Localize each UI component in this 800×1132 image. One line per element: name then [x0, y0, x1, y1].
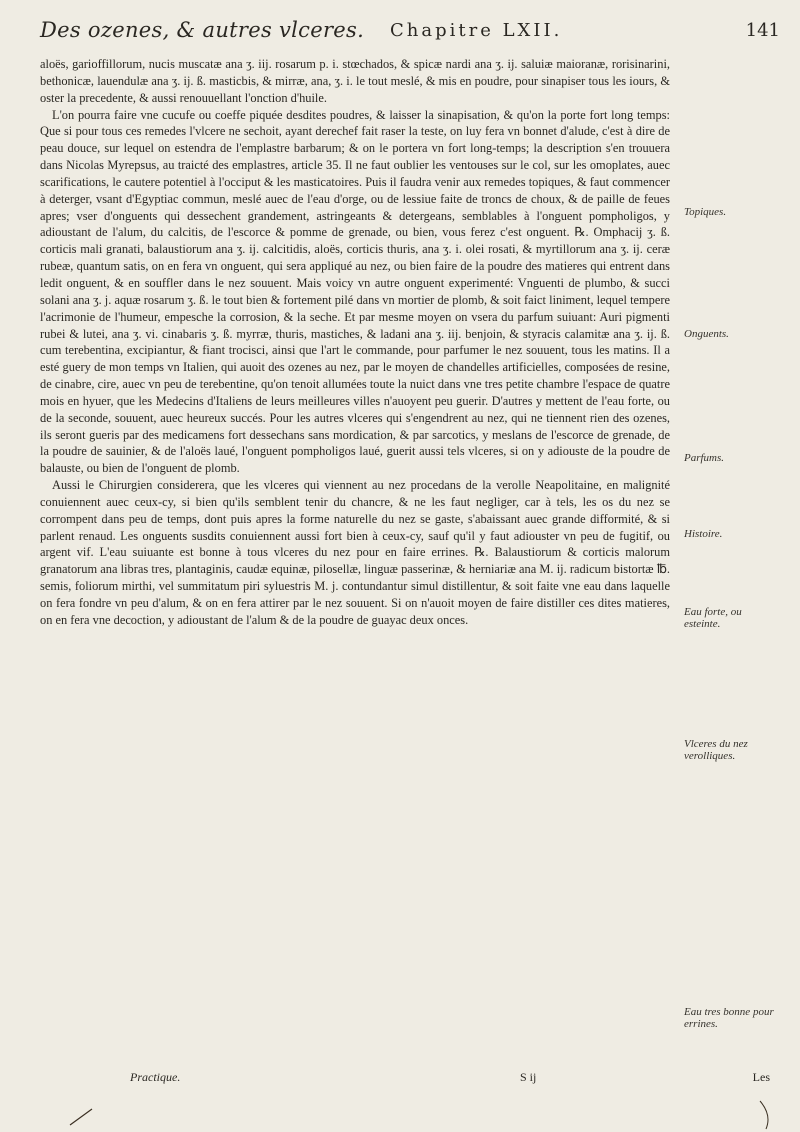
running-title: Des ozenes, & autres vlceres. — [40, 18, 365, 42]
body-text — [40, 56, 670, 1066]
margin-note-vlceres-verolliques: Vlceres du nez verolliques. — [684, 738, 748, 762]
page-number: 141 — [745, 20, 780, 41]
catchword: Les — [752, 1070, 770, 1084]
margin-note-histoire: Histoire. — [684, 528, 723, 540]
paragraph: L'on pourra faire vne cucufe ou coeffe piquée desdites poudres, & laisser la sinapisation, & qu'on la porte fort long temps: Que si pour tous ces remedes l'vlcere ne sechoit, ayant derechef fait raser la teste, on luy fera vn bonnet d'alude, c'est à dire de peau douce, sur lequel on estendra de l'emplastre barbarum; & on le portera vn fort long-temps; la description s'en trouuera dans Nicolas Myrepsus, au traicté des emplastres, article 35. Il ne faut oublier les ventouses sur le col, sur les omoplates, auec scarifications, le cautere potentiel à l'occiput & les masticatoires. Puis il faudra venir aux remedes topiques, & faut commencer à deterger, vsant d'Egyptiac commun, meslé auec de l'eau d'orge, ou de lessiue faite de troncs de choux, & de paille de feues apres; vser d'onguents qui dessechent grandement, astringeants & detergeans, semblables à l'onguent pompholigos, y adioustant de l'alum, du calcitis, de l'escorce & pomme de grenade, ou bien, vous ferez c'est onguent. ℞. Omphacij ʒ. ß. corticis mali granati, balaustiorum ana ʒ. ij. calcitidis, aloës, corticis thuris, ana ʒ. i. olei rosati, & myrtillorum ana ʒ. ij. ceræ rubeæ, quantum satis, on en fera vn onguent, qui sera appliqué au nez, ou bien faire de la poudre des matieres qui entrent dans ledit onguent, & en souffler dans le nez souuent. Mais voicy vn autre onguent experimenté: Vnguenti de plumbo, & succi solani ana ʒ. j. aquæ rosarum ʒ. ß. le tout bien & fortement pilé dans vn mortier de plomb, & soit faict liniment, lequel tempere l'acrimonie de l'humeur, empesche la corrosion, & la seche. Et par mesme moyen on vsera du parfum suiuant: Auri pigmenti rubei & lutei, ana ʒ. vi. cinabaris ʒ. ß. myrræ, thuris, mastiches, & ladani ana ʒ. iij. benjoin, & styracis calamitæ ana ʒ. ij. ß. cum terebentina, excipiantur, & fiant trocisci, ainsi que l'art le commande, pour parfumer le nez souuent, tous les matins. Il a esté guery de mon temps vn Italien, qui auoit des ozenes au nez, par le moyen de chandelles artificielles, composées de resine, de cinabre, cire, auec vn peu de terebentine, qu'on tenoit allumées toute la nuict dans vne tres petite chambre l'espace de quatre mois en hyuer, que les Medecins d'Italiens de leurs meilleures villes n'auoyent peu guerir. D'autres y mettent de l'eau forte, ou de la seconde, souuent, auec heureux succés. Pour les autres vlceres qui s'engendrent au nez, qui ne tiennent rien des ozenes, ils seront gueris par des medicamens fort dessechans sans mordication, & par sarcotics, y meslans de l'escorce de grenade, de la poudre de sauinier, & de l'aloës laué, l'onguent pompholigos laué, guerit aussi tels vlceres, si on y adiouste de la poudre de balauste, ou bien de l'onguent de plomb. — [40, 107, 670, 476]
footer-rubric: Practique. — [130, 1070, 181, 1084]
paragraph: aloës, garioffillorum, nucis muscatæ ana ʒ. iij. rosarum p. i. stœchados, & spicæ nardi ana ʒ. ij. saluiæ maioranæ, rorisinarini, bethonicæ, lauendulæ ana ʒ. ij. ß. masticbis, & mirræ, ana, ʒ. i. le tout meslé, & mis en poudre, pour sinapiser tous les iours, & oster la precedente, & aussi renouuellant l'onction d'huile. — [40, 57, 670, 105]
margin-notes — [684, 56, 780, 1066]
signature-mark: S ij — [520, 1070, 537, 1084]
margin-note-onguents: Onguents. — [684, 328, 729, 340]
chapter-label: Chapitre LXII. — [390, 20, 563, 41]
running-head — [40, 12, 780, 52]
margin-note-eau-forte: Eau forte, ou esteinte. — [684, 606, 742, 630]
margin-note-eau-errines: Eau tres bonne pour errines. — [684, 1006, 774, 1030]
margin-note-parfums: Parfums. — [684, 452, 725, 464]
pen-stroke-decoration — [0, 1095, 800, 1132]
paragraph: Aussi le Chirurgien considerera, que les vlceres qui viennent au nez procedans de la verolle Neapolitaine, en malignité conuiennent auec ceux-cy, si bien qu'ils semblent tenir du chancre, & ne les faut negliger, car à tels, les os du nez se corrompent dans peu de temps, dont puis apres la forme naturelle du nez se gaste, s'abaissant auec grande difformité, & si parlent renaud. Les onguents susdits conuiennent aussi fort bien à ceux-cy, sauf qu'il y faut adiouster vn peu de fugitif, ou argent vif. L'eau suiuante est bonne à tous vlceres du nez pour en faire errines. ℞. Balaustiorum & corticis malorum granatorum ana libras tres, plantaginis, caudæ equinæ, pilosellæ, linguæ passerinæ, & herniariæ ana M. ij. radicum bistortæ ℔. semis, foliorum mirthi, vel summitatum piri syluestris M. j. contundantur simul distillentur, & soit faite vne eau dans laquelle on fera fondre vn peu d'alum, & on en fera attirer par le nez souuent. Si on n'auoit moyen de faire distiller ces dites matieres, on en fera vne decoction, y adioustant de l'alum & de la poudre de guayac deux onces. — [40, 478, 670, 627]
page-footer — [40, 1068, 780, 1098]
margin-note-topiques: Topiques. — [684, 206, 727, 218]
